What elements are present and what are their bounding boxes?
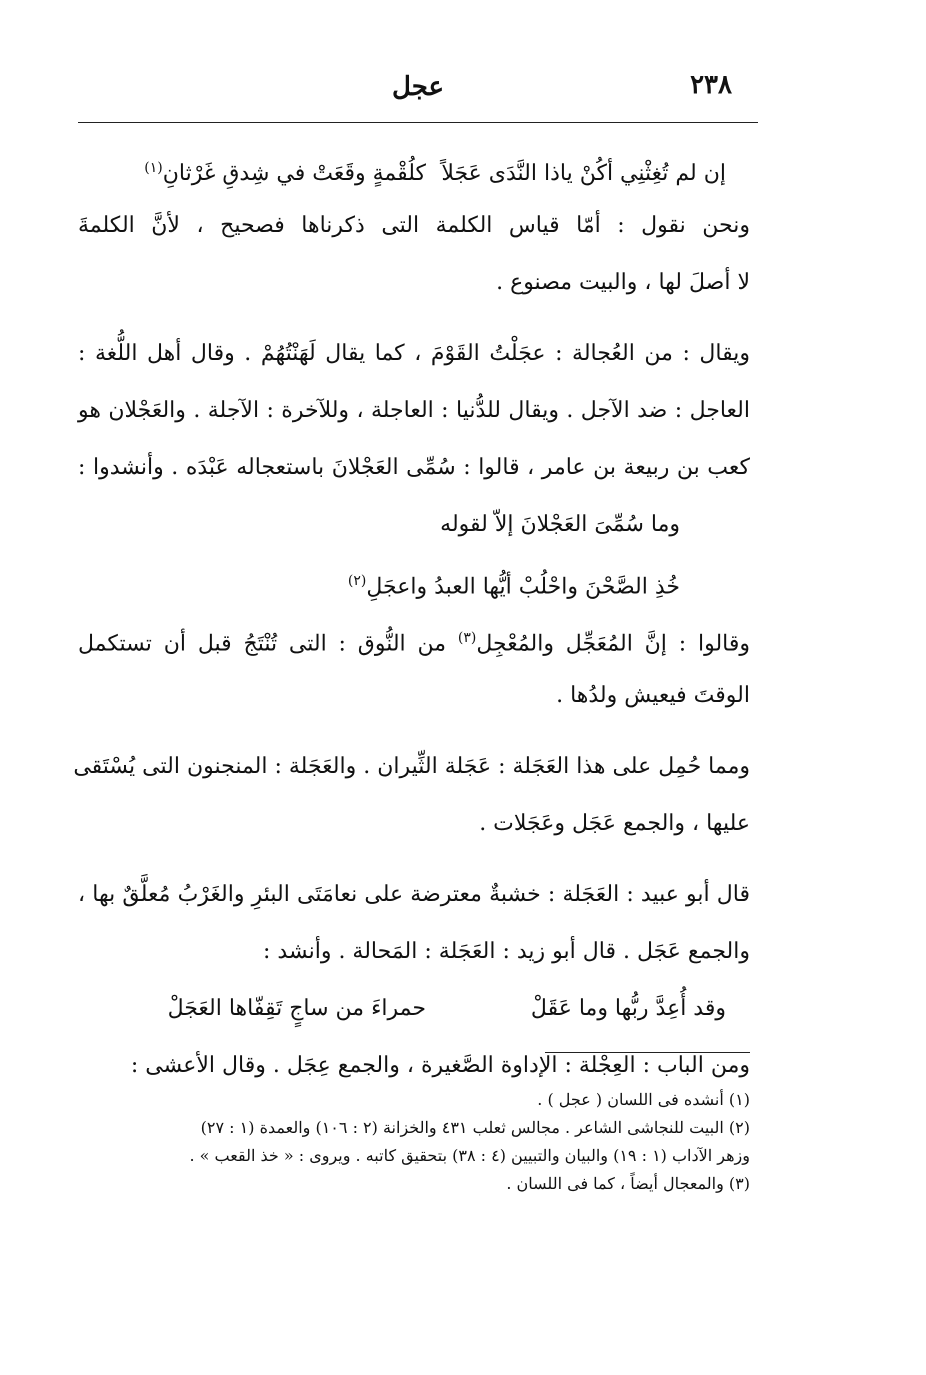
verse-line [78,553,750,610]
verse-line [78,140,750,197]
verse-hemistich: حمراءَ من ساجٍ تَقِفّاها العَجَلْ [167,996,426,1021]
footnote: (٢) البيت للنجاشى الشاعر . مجالس ثعلب ٤٣١ والخزانة (٢ : ١٠٦) والعمدة (١ : ٢٧) [200,1118,750,1137]
text-line: ويقال : من العُجالة : عجَلْتُ القَوْمَ ، كما يقال لَهَنْتُهُمْ . وقال أهل اللُّغة : [78,341,750,366]
page-number: ٢٣٨ [690,70,732,100]
text-line: ومما حُمِل على هذا العَجَلة : عَجَلة الثِّيران . والعَجَلة : المنجنون التى يُسْتَقى [73,754,750,779]
text-line: ونحن نقول : أمّا قياس الكلمة التى ذكرناها فصحيح ، لأنَّ الكلمةَ [78,213,750,238]
header-divider [78,122,758,123]
footnote-marker: (٣) [457,630,477,646]
footnote-marker: (٢) [347,573,367,589]
text-line: ومن الباب : العِجْلة : الإداوة الصَّغيرة ، والجمع عِجَل . وقال الأعشى : [130,1053,750,1078]
verse-hemistich: إن لم تُغِثْنِي أكُنْ ياذا النَّدَى عَجَلاً [441,161,726,187]
text-segment: وقالوا : إنَّ المُعَجِّل والمُعْجِل [476,631,750,657]
text-line: الوقتَ فيعيش ولدُها . [556,683,750,708]
main-text [73,140,750,1094]
footnote: وزهر الآداب (١ : ١٩) والبيان والتبيين (٤ : ٣٨) بتحقيق كاتبه . ويروى : « خذ القعب » . [189,1146,750,1165]
footnote: (١) أنشده فى اللسان ( عجل ) . [537,1090,750,1109]
footnote: (٣) والمعجال أيضاً ، كما فى اللسان . [506,1174,750,1193]
text-line: والجمع عَجَل . قال أبو زيد : العَجَلة : المَحالة . وأنشد : [263,939,750,964]
text-line: قال أبو عبيد : العَجَلة : خشبةٌ معترضة على نعامَتَى البئرِ والغَرْبُ مُعلَّقٌ بها ، [78,882,750,907]
verse-hemistich: كلُقْمةٍ وقَعَتْ في شِدقِ غَرْثانِ [162,161,426,187]
verse-line [78,980,750,1037]
footnote-marker: (١) [144,160,163,176]
text-line [78,610,750,667]
verse-hemistich: وقد أُعِدَّ ربُّها وما عَقَلْ [530,996,726,1021]
running-title: عجل [392,72,444,102]
page-header [78,70,758,110]
footnote-divider [545,1052,750,1053]
footnotes [78,1086,750,1198]
text-line: كعب بن ربيعة بن عامر ، قالوا : سُمِّى العَجْلانَ باستعجاله عَبْدَه . وأنشدوا : [78,455,750,480]
text-segment: من النُّوق : التى تُنْتَجُ قبل أن تستكمل [78,631,458,657]
verse-line: وما سُمِّىَ العَجْلانَ إلاّ لقوله [440,512,680,537]
text-line: عليها ، والجمع عَجَل وعَجَلات . [479,811,750,836]
text-line: لا أصلَ لها ، والبيت مصنوع . [496,270,750,295]
verse-text: خُذِ الصَّحْنَ واحْلُبْ أيُّها العبدُ واعجَلِ [366,574,680,600]
text-line: العاجل : ضد الآجل . ويقال للدُّنيا : العاجلة ، وللآخرة : الآجلة . والعَجْلان هو [78,398,750,423]
